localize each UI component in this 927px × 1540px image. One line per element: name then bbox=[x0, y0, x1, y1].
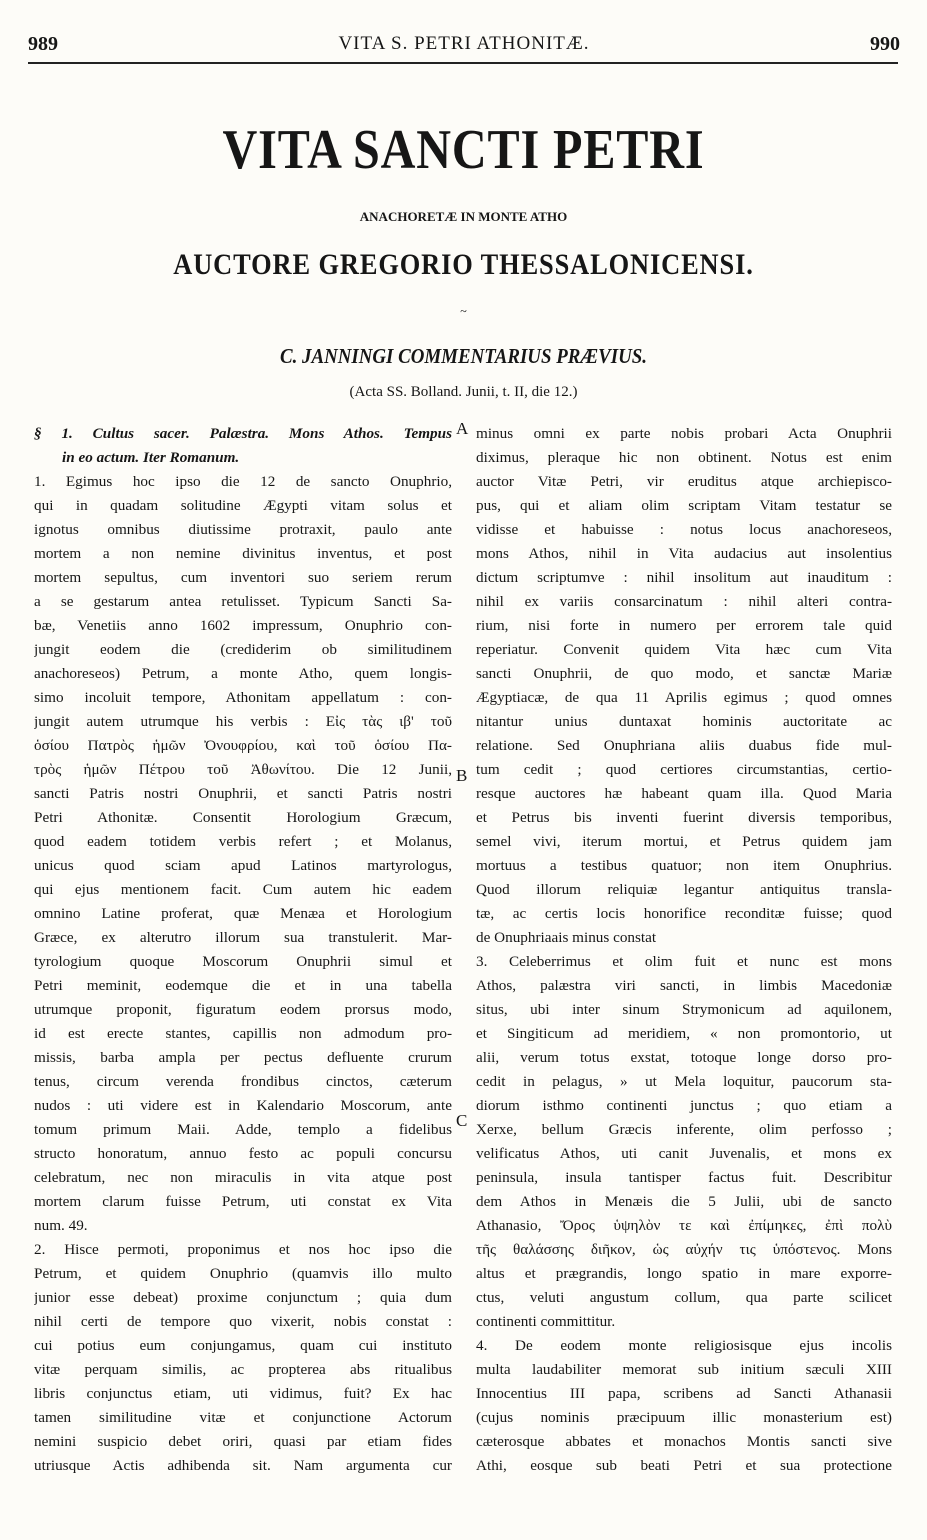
text-line: junior esse debeat) proxime conjunctum ; quia dum bbox=[34, 1289, 452, 1306]
text-line: cui potius eum conjungamus, quam cui instituto bbox=[34, 1337, 452, 1354]
ornament: ~ bbox=[460, 304, 467, 318]
text-line: bæ, Venetiis anno 1602 impressum, Onuphrio con- bbox=[34, 617, 452, 634]
running-header bbox=[28, 33, 900, 59]
text-line: Græce, ex alterutro illorum sua transtulerit. Mar- bbox=[34, 929, 452, 946]
text-line: reperiatur. Convenit quidem Vita hæc cum Vita bbox=[476, 641, 892, 658]
text-line: § 1. Cultus sacer. Palæstra. Mons Athos. Tempus bbox=[34, 425, 452, 442]
text-line: nemini suspicio debet oriri, quasi par etiam fides bbox=[34, 1433, 452, 1450]
text-line: structo honoratum, annuo festo ac populi concursu bbox=[34, 1145, 452, 1162]
page-number-right: 990 bbox=[870, 33, 900, 55]
text-line: tomum primum Maii. Adde, templo a fidelibus bbox=[34, 1121, 452, 1138]
text-line: pus, qui et aliam olim scriptam Vitam testatur se bbox=[476, 497, 892, 514]
text-line: tum cedit ; quod certiores circumstantias, certio- bbox=[476, 761, 892, 778]
text-line: nitantur unius duntaxat hominis auctoritate ac bbox=[476, 713, 892, 730]
text-line: alii, verum totus exstat, totoque longe dorso pro- bbox=[476, 1049, 892, 1066]
text-line: 2. Hisce permoti, proponimus et nos hoc ipso die bbox=[34, 1241, 452, 1258]
text-line: nihil certi de tempore quo vixerit, nobis constat : bbox=[34, 1313, 452, 1330]
text-line: tamen similitudine vitæ et conjunctione Actorum bbox=[34, 1409, 452, 1426]
text-line: Xerxe, bellum Græcis inferente, olim perfosso ; bbox=[476, 1121, 892, 1138]
text-line: qui ejus mentionem facit. Cum autem hic eadem bbox=[34, 881, 452, 898]
text-line: in eo actum. Iter Romanum. bbox=[62, 449, 240, 466]
text-line: mortem a non nemine divinitus inventus, et post bbox=[34, 545, 452, 562]
text-line: utrumque proponit, figuratum eodem prorsus modo, bbox=[34, 1001, 452, 1018]
text-line: nudos : uti videre est in Kalendario Moscorum, ante bbox=[34, 1097, 452, 1114]
text-line: cæterosque abbates et monachos Montis sancti sive bbox=[476, 1433, 892, 1450]
text-line: vidisse et habuisse : notus locus anachoreseos, bbox=[476, 521, 892, 538]
text-line: diximus, pleraque hic non obtinent. Notus est enim bbox=[476, 449, 892, 466]
text-line: tyrologium quoque Moscorum Onuphrii simul et bbox=[34, 953, 452, 970]
text-line: continenti committitur. bbox=[476, 1313, 616, 1330]
text-line: 1. Egimus hoc ipso die 12 de sancto Onuphrio, bbox=[34, 473, 452, 490]
text-line: num. 49. bbox=[34, 1217, 88, 1234]
text-line: libris conjunctus etiam, uti vidimus, fuit? Ex hac bbox=[34, 1385, 452, 1402]
text-line: ignotus omnibus diutissime protraxit, paulo ante bbox=[34, 521, 452, 538]
text-line: multa laudabiliter memorat sub initium sæculi XIII bbox=[476, 1361, 892, 1378]
text-line: Petrum, et quidem Onuphrio (quamvis illo multo bbox=[34, 1265, 452, 1282]
left-text-column bbox=[34, 422, 452, 1478]
text-line: ὁσίου Πατρὸς ἡμῶν Ὀνουφρίου, καὶ τοῦ ὁσίου Πα- bbox=[34, 737, 452, 754]
text-line: situs, ubi inter sinum Strymonicum ad aquilonem, bbox=[476, 1001, 892, 1018]
text-line: tenus, circum verenda frondibus cinctos, cæterum bbox=[34, 1073, 452, 1090]
text-line: anachoreseos) Petrum, a monte Atho, quem longis- bbox=[34, 665, 452, 682]
text-line: missis, barba ampla per pectus defluente crurum bbox=[34, 1049, 452, 1066]
text-line: rium, nisi forte in numero per errorem tale quid bbox=[476, 617, 892, 634]
text-line: 4. De eodem monte religiosisque ejus incolis bbox=[476, 1337, 892, 1354]
text-line: (cujus nominis præcipuum illic monasterium est) bbox=[476, 1409, 892, 1426]
text-line: peninsula, insula tantisper factus fuit. Describitur bbox=[476, 1169, 892, 1186]
text-line: unicus quod sciam apud Latinos martyrologus, bbox=[34, 857, 452, 874]
text-line: tæ, ac certis locis honorifice reconditæ fuisse; quod bbox=[476, 905, 892, 922]
text-line: τῆς θαλάσσης διῆκον, ὡς αὐχήν τις ὑπόστενος. Mons bbox=[476, 1241, 892, 1258]
text-line: dictum scriptumve : nihil insolitum aut inauditum : bbox=[476, 569, 892, 586]
text-line: simo incoluit tempore, Athonitam appellatum : con- bbox=[34, 689, 452, 706]
text-line: mons Athos, nihil in Vita audacius aut insolentius bbox=[476, 545, 892, 562]
source-citation: (Acta SS. Bolland. Junii, t. II, die 12.) bbox=[349, 384, 578, 400]
text-line: dem Athos in Menæis die 5 Julii, ubi de sancto bbox=[476, 1193, 892, 1210]
text-line: et Singiticum ad meridiem, « non promontorio, ut bbox=[476, 1025, 892, 1042]
text-line: Athi, eosque sub beati Petri et sua protectione bbox=[476, 1457, 892, 1474]
margin-letter-a: A bbox=[456, 419, 469, 438]
text-line: mortem sepultus, cum inventori suo seriem rerum bbox=[34, 569, 452, 586]
text-line: jungit autem utrumque his verbis : Εἰς τὰς ιβ' τοῦ bbox=[34, 713, 452, 730]
text-line: diorum isthmo continenti junctus ; quo etiam a bbox=[476, 1097, 892, 1114]
text-line: minus omni ex parte nobis probari Acta Onuphrii bbox=[476, 425, 892, 442]
text-line: utriusque Actis adhibenda sit. Nam argumenta cur bbox=[34, 1457, 452, 1474]
main-title: VITA SANCTI PETRI bbox=[222, 119, 705, 181]
text-line: ctus, veluti angustum collum, qua parte scilicet bbox=[476, 1289, 892, 1306]
text-line: id est erecte stantes, capillis non admodum pro- bbox=[34, 1025, 452, 1042]
text-line: qui in quadam solitudine Ægypti vitam solus et bbox=[34, 497, 452, 514]
text-line: et Petrus bis inventi fuerint diversis temporibus, bbox=[476, 809, 892, 826]
text-line: auctor Vitæ Petri, vir eruditus atque archiepisco- bbox=[476, 473, 892, 490]
commentary-title: C. JANNINGI COMMENTARIUS PRÆVIUS. bbox=[279, 344, 648, 368]
text-line: semel vivi, iterum mortui, et Petrus quidem jam bbox=[476, 833, 892, 850]
text-line: de Onuphriaais minus constat bbox=[476, 929, 657, 946]
text-line: quod eadem totidem verbis refert ; et Molanus, bbox=[34, 833, 452, 850]
running-title: VITA S. PETRI ATHONITÆ. bbox=[338, 33, 590, 54]
text-line: altus et prægrandis, longo spatio in mare exporre- bbox=[476, 1265, 892, 1282]
text-line: mortem clarum fuisse Petrum, uti constat ex Vita bbox=[34, 1193, 452, 1210]
subtitle-anachoreta: ANACHORETÆ IN MONTE ATHO bbox=[359, 209, 568, 224]
text-line: cedit in pelagus, » ut Mela loquitur, paucorum sta- bbox=[476, 1073, 892, 1090]
text-line: relatione. Sed Onuphriana aliis duabus fide mul- bbox=[476, 737, 892, 754]
text-line: Petri Athonitæ. Consentit Horologium Græcum, bbox=[34, 809, 452, 826]
subtitle-auctore: AUCTORE GREGORIO THESSALONICENSI. bbox=[173, 248, 754, 281]
text-line: vitæ perquam similis, ac propterea abs ritualibus bbox=[34, 1361, 452, 1378]
header-rule bbox=[28, 62, 898, 64]
text-line: a se gestarum antea retulisset. Typicum Sancti Sa- bbox=[34, 593, 452, 610]
margin-letter-c: C bbox=[456, 1111, 468, 1130]
text-line: nihil ex variis consarcinatum : nihil alteri contra- bbox=[476, 593, 892, 610]
text-line: Athanasio, Ὄρος ὑψηλὸν τε καὶ ἐπίμηκες, ἐπὶ πολὺ bbox=[476, 1217, 892, 1234]
margin-letter-b: B bbox=[456, 766, 468, 785]
text-line: Petri meminit, eodemque die et in una tabella bbox=[34, 977, 452, 994]
text-line: Quod illorum reliquiæ legantur antiquitus transla- bbox=[476, 881, 892, 898]
text-line: sancti Onuphrii, de quo modo, et sanctæ Mariæ bbox=[476, 665, 892, 682]
text-line: celebratum, nec non miraculis in vita atque post bbox=[34, 1169, 452, 1186]
text-line: velificatus Athos, uti canit Juvenalis, et mons ex bbox=[476, 1145, 892, 1162]
text-line: jungit eodem die (crediderim ob similitudinem bbox=[34, 641, 452, 658]
text-line: Innocentius III papa, scribens ad Sancti Athanasii bbox=[476, 1385, 892, 1402]
text-line: mortuus a testibus quatuor; non item Onuphrius. bbox=[476, 857, 892, 874]
text-line: Athos, palæstra viri sancti, in limbis Macedoniæ bbox=[476, 977, 892, 994]
page-number-left: 989 bbox=[28, 33, 58, 55]
text-line: 3. Celeberrimus et olim fuit et nunc est mons bbox=[476, 953, 892, 970]
text-line: τρὸς ἡμῶν Πέτρου τοῦ Ἀθωνίτου. Die 12 Junii, bbox=[34, 761, 452, 778]
text-line: resque auctores hæ habeant quam illa. Quod Maria bbox=[476, 785, 892, 802]
text-line: Ægyptiacæ, de qua 11 Aprilis egimus ; quod omnes bbox=[476, 689, 892, 706]
text-line: sancti Patris nostri Onuphrii, et sancti Patris nostri bbox=[34, 785, 452, 802]
text-line: omnino Latine proferat, quæ Menæa et Horologium bbox=[34, 905, 452, 922]
right-text-column bbox=[476, 422, 892, 1478]
